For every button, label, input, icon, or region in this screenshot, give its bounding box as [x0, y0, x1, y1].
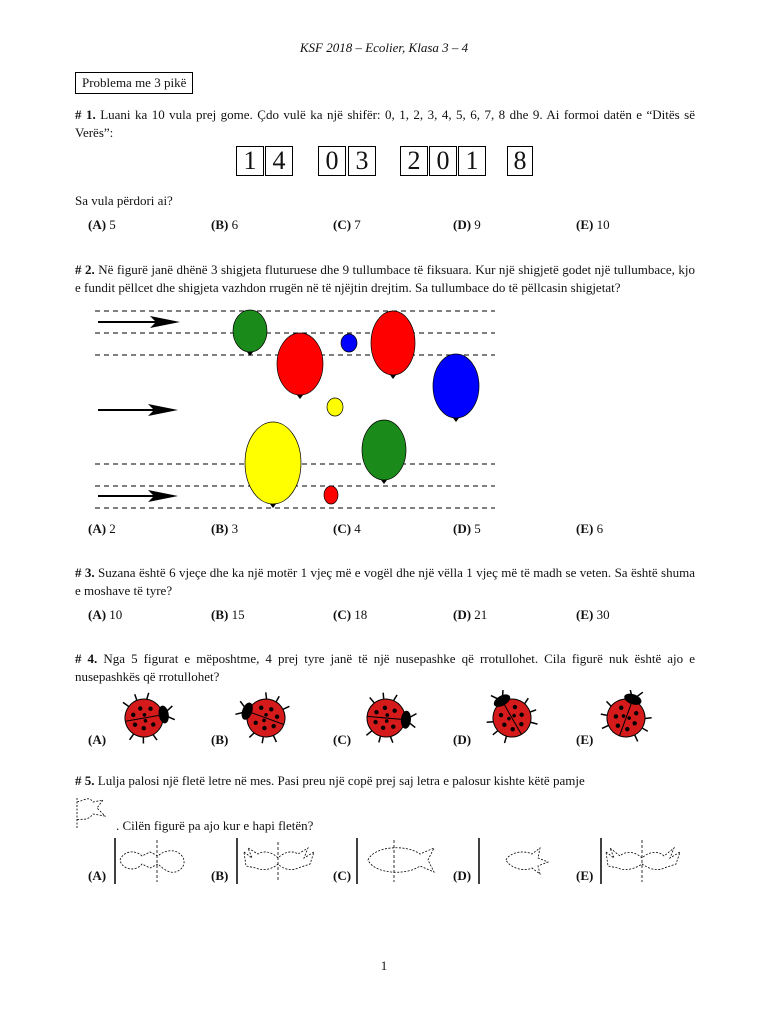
- section-title: Problema me 3 pikë: [75, 72, 193, 94]
- stamp-digit: 8: [507, 146, 533, 176]
- question-number: # 2.: [75, 262, 95, 277]
- question-number: # 3.: [75, 565, 95, 580]
- balloon-yellow-small: [327, 398, 343, 416]
- ladybug-a: [112, 690, 176, 746]
- ladybug-c: [354, 690, 418, 746]
- answer-label: (E): [576, 217, 594, 232]
- question-3: [75, 564, 695, 600]
- question-text: Në figurë janë dhënë 3 shigjeta fluturuese dhe 9 tullumbace të fiksuara. Kur një shigjetë godet një tullumbace, kjo e fundit pëllcet dhe shigjeta vazhdon rrugën në të njëjtin drejtim. Sa tullumbace do të pëllcasin shigjetat?: [75, 262, 696, 295]
- folded-cut-shape: [75, 796, 107, 830]
- question-1: [75, 106, 695, 142]
- answer-value: 10: [596, 217, 610, 232]
- answer-label: (A): [88, 521, 107, 536]
- option-label: (C): [333, 732, 352, 747]
- stamp-digit: 0: [429, 146, 457, 176]
- option-label: (A): [88, 732, 107, 747]
- answers-q3: [88, 607, 708, 625]
- balloon-red: [277, 333, 323, 395]
- option-label: (C): [333, 868, 352, 883]
- answer-value: 21: [474, 607, 488, 622]
- answer-value: 18: [354, 607, 368, 622]
- page-number: 1: [380, 958, 388, 973]
- balloon-yellow: [245, 422, 301, 504]
- answer-label: (C): [333, 521, 352, 536]
- answer-label: (D): [453, 217, 472, 232]
- balloon-green: [233, 310, 267, 352]
- answer-value: 10: [109, 607, 123, 622]
- answer-label: (A): [88, 607, 107, 622]
- question-5: [75, 772, 695, 790]
- option-label: (D): [453, 868, 472, 883]
- answer-value: 7: [354, 217, 361, 232]
- shape-c: [354, 838, 454, 886]
- question-text: Luani ka 10 vula prej gome. Çdo vulë ka një shifër: 0, 1, 2, 3, 4, 5, 6, 7, 8 dhe 9. Ai formoi datën e “Ditës së Verës”:: [75, 107, 696, 140]
- answer-label: (D): [453, 607, 472, 622]
- shape-e: [598, 838, 698, 886]
- answers-q1: [88, 217, 708, 235]
- answer-label: (B): [211, 521, 229, 536]
- answer-label: (C): [333, 217, 352, 232]
- shape-b: [234, 838, 324, 886]
- option-label: (E): [576, 732, 594, 747]
- answer-label: (E): [576, 521, 594, 536]
- question-text: Nga 5 figurat e mëposhtme, 4 prej tyre janë të një nusepashke që rrotullohet. Cila figurë nuk është ajo e nusepashkës që rrotullohet?: [75, 651, 695, 684]
- stamp-digit: 1: [236, 146, 264, 176]
- answer-value: 6: [596, 521, 604, 536]
- ladybugs-row: [88, 690, 688, 750]
- option-label: (B): [211, 868, 229, 883]
- balloon-red-small: [324, 486, 338, 504]
- answer-label: (A): [88, 217, 107, 232]
- shape-a: [112, 838, 202, 886]
- option-label: (E): [576, 868, 594, 883]
- answer-value: 2: [109, 521, 116, 536]
- answer-value: 5: [109, 217, 116, 232]
- balloon-green: [362, 420, 406, 480]
- ladybug-e: [594, 690, 658, 746]
- answer-value: 9: [474, 217, 481, 232]
- answer-value: 30: [596, 607, 610, 622]
- stamp-digit: 1: [458, 146, 486, 176]
- cut-shapes-row: [88, 838, 708, 888]
- stamp-digit: 0: [318, 146, 346, 176]
- answers-q2: [88, 521, 708, 539]
- answer-label: (B): [211, 607, 229, 622]
- ladybug-b: [234, 690, 298, 746]
- question-5-prompt: . Cilën figurë pa ajo kur e hapi fletën?: [116, 818, 314, 833]
- ladybug-d: [480, 690, 544, 746]
- question-2: [75, 261, 695, 297]
- option-label: (D): [453, 732, 472, 747]
- answer-label: (C): [333, 607, 352, 622]
- question-1-prompt: Sa vula përdori ai?: [75, 193, 173, 208]
- answer-value: 4: [354, 521, 361, 536]
- balloon-blue-small: [341, 334, 357, 352]
- question-number: # 4.: [75, 651, 98, 666]
- question-number: # 1.: [75, 107, 96, 122]
- answer-value: 5: [474, 521, 481, 536]
- answer-value: 15: [231, 607, 245, 622]
- answer-label: (B): [211, 217, 229, 232]
- answer-label: (E): [576, 607, 594, 622]
- shape-d: [476, 838, 566, 886]
- question-text: Lulja palosi një fletë letre në mes. Pasi preu një copë prej saj letra e palosur kishte këtë pamje: [97, 773, 585, 788]
- question-text: Suzana është 6 vjeçe dhe ka një motër 1 vjeç më e vogël dhe një vëlla 1 vjeç më të madh se veten. Sa është shuma e moshave të tyre?: [75, 565, 695, 598]
- stamp-digit: 3: [348, 146, 376, 176]
- answer-value: 3: [231, 521, 239, 536]
- question-4: [75, 650, 695, 686]
- answer-value: 6: [231, 217, 239, 232]
- page-header: KSF 2018 – Ecolier, Klasa 3 – 4: [299, 40, 469, 55]
- stamp-digit: 2: [400, 146, 428, 176]
- balloon-blue: [433, 354, 479, 418]
- balloon-red: [371, 311, 415, 375]
- answer-label: (D): [453, 521, 472, 536]
- option-label: (A): [88, 868, 107, 883]
- stamp-digit: 4: [265, 146, 293, 176]
- balloons-figure: [90, 300, 510, 515]
- question-number: # 5.: [75, 773, 95, 788]
- option-label: (B): [211, 732, 229, 747]
